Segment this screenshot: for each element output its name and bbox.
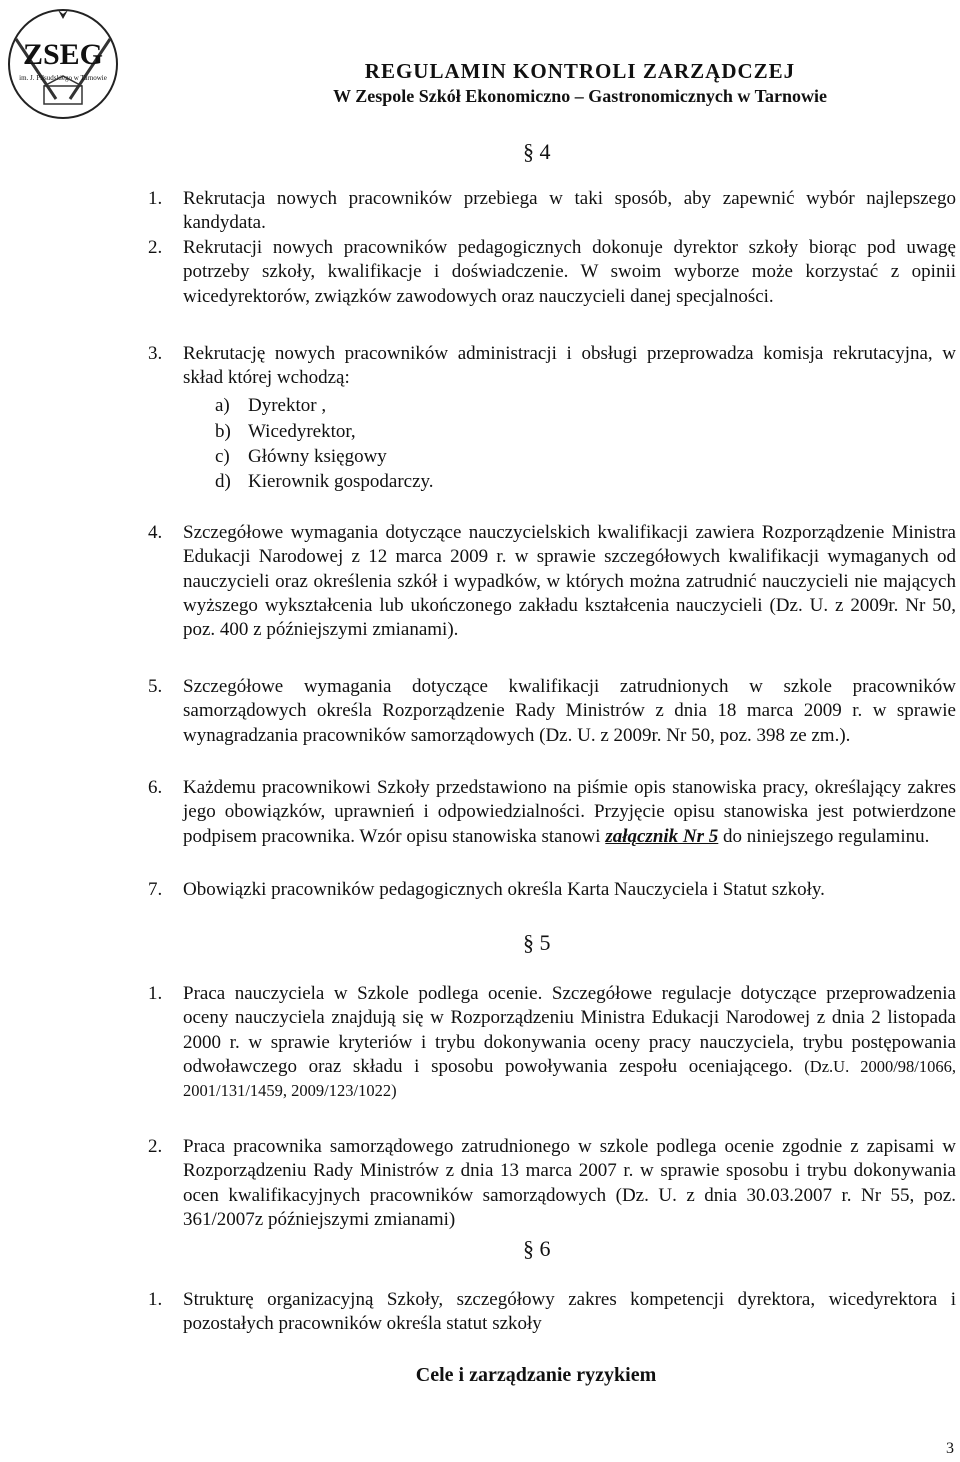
document-header xyxy=(200,58,960,108)
sub-item-label: d) xyxy=(215,471,231,492)
item-number: 2. xyxy=(148,237,163,258)
legal-reference: (Dz.U. 2000/98/1066, 2001/131/1459, 2009/123/1022) xyxy=(183,1056,957,1101)
sub-list-item xyxy=(215,420,356,444)
attachment-reference: załącznik Nr 5 xyxy=(605,825,719,847)
item-number: 2. xyxy=(148,1136,163,1157)
item-text: Strukturę organizacyjną Szkoły, szczegółowy zakres kompetencji dyrektora, wicedyrektora i pozostałych pracowników określa statut szkoły xyxy=(183,1289,956,1335)
item-text-main: Każdemu pracownikowi Szkoły przedstawiono na piśmie opis stanowiska pracy, określający zakres jego obowiązków, uprawnień i odpowiedzialności. Przyjęcie opisu stanowiska jest potwierdzone podpisem pracownika. Wzór opisu stanowiska stanowi xyxy=(183,777,956,847)
sub-item-text: Dyrektor , xyxy=(248,395,327,416)
sub-item-text: Główny księgowy xyxy=(248,446,387,467)
item-number: 6. xyxy=(148,777,163,798)
item-number: 1. xyxy=(148,983,163,1004)
item-number: 4. xyxy=(148,522,163,543)
item-number: 1. xyxy=(148,1289,163,1310)
item-number: 7. xyxy=(148,879,163,900)
sub-item-label: a) xyxy=(215,395,230,416)
item-number: 5. xyxy=(148,676,163,697)
sub-item-text: Wicedyrektor, xyxy=(248,421,356,442)
item-text-main: Praca nauczyciela w Szkole podlega ocenie. Szczegółowe regulacje dotyczące przeprowadzenia oceny nauczyciela znajdują się w Rozporządzeniu Ministra Edukacji Narodowej z dnia 2 listopada 2000 r. w sprawie kryteriów i trybu dokonywania oceny pracy nauczyciela, trybu postępowania odwoławczego oraz składu i sposobu powoływania zespołu oceniającego. xyxy=(183,983,956,1077)
item-text: Rekrutację nowych pracowników administracji i obsługi przeprowadza komisja rekrutacyjna, w skład której wchodzą: xyxy=(183,343,956,389)
sub-item-label: b) xyxy=(215,421,231,442)
document-subtitle: W Zespole Szkół Ekonomiczno – Gastronomicznych w Tarnowie xyxy=(333,86,827,106)
section-4-heading: § 4 xyxy=(523,139,551,164)
item-text xyxy=(183,776,956,849)
item-text: Szczegółowe wymagania dotyczące nauczycielskich kwalifikacji zawiera Rozporządzenie Ministra Edukacji Narodowej z 12 marca 2009 r. w sprawie szczegółowych kwalifikacji wymaganych od nauczycieli oraz określenia szkół i wypadków, w których można zatrudnić nauczycieli nie mających wyższego wykształcenia lub ukończonego zakładu kształcenia nauczycieli (Dz. U. z 2009r. Nr 50, poz. 400 z późniejszymi zmianami). xyxy=(183,522,956,641)
item-text: Obowiązki pracowników pedagogicznych określa Karta Nauczyciela i Statut szkoły. xyxy=(183,879,825,900)
item-number: 1. xyxy=(148,188,163,209)
item-number: 3. xyxy=(148,343,163,364)
school-logo xyxy=(4,4,122,122)
item-text: Rekrutacji nowych pracowników pedagogicznych dokonuje dyrektor szkoły biorąc pod uwagę potrzeby szkoły, kwalifikacje i doświadczenie. W swoim wyborze może korzystać z opinii wicedyrektorów, związków zawodowych oraz nauczycieli danej specjalności. xyxy=(183,237,956,307)
section-5-heading: § 5 xyxy=(523,930,551,955)
sub-item-label: c) xyxy=(215,446,230,467)
logo-text: ZSEG xyxy=(22,38,104,71)
item-text: Szczegółowe wymagania dotyczące kwalifikacji zatrudnionych w szkole pracowników samorządowych określa Rozporządzenie Rady Ministrów z dnia 18 marca 2009 r. w sprawie wynagradzania pracowników samorządowych (Dz. U. z 2009r. Nr 50, poz. 398 ze zm.). xyxy=(183,676,956,746)
page-number: 3 xyxy=(946,1440,954,1457)
item-text xyxy=(183,982,956,1103)
sub-list-item xyxy=(215,470,434,494)
sub-list-item xyxy=(215,445,387,469)
item-text-tail: do niniejszego regulaminu. xyxy=(718,825,930,847)
document-title: REGULAMIN KONTROLI ZARZĄDCZEJ xyxy=(364,59,796,83)
item-text: Rekrutacja nowych pracowników przebiega w taki sposób, aby zapewnić wybór najlepszego kandydata. xyxy=(183,188,956,234)
logo-subtext: im. J. Piłsudskiego w Tarnowie xyxy=(19,74,107,82)
item-text: Praca pracownika samorządowego zatrudnionego w szkole podlega ocenie zgodnie z zapisami w Rozporządzeniu Rady Ministrów z dnia 13 marca 2007 r. w sprawie sposobu i trybu dokonywania ocen kwalifikacyjnych pracowników samorządowych (Dz. U. z dnia 30.03.2007 r. Nr 55, poz. 361/2007z późniejszymi zmianami) xyxy=(183,1136,956,1230)
sub-list-item xyxy=(215,394,326,418)
section-6-heading: § 6 xyxy=(523,1236,551,1261)
sub-item-text: Kierownik gospodarczy. xyxy=(248,471,434,492)
section-heading: Cele i zarządzanie ryzykiem xyxy=(415,1364,657,1386)
